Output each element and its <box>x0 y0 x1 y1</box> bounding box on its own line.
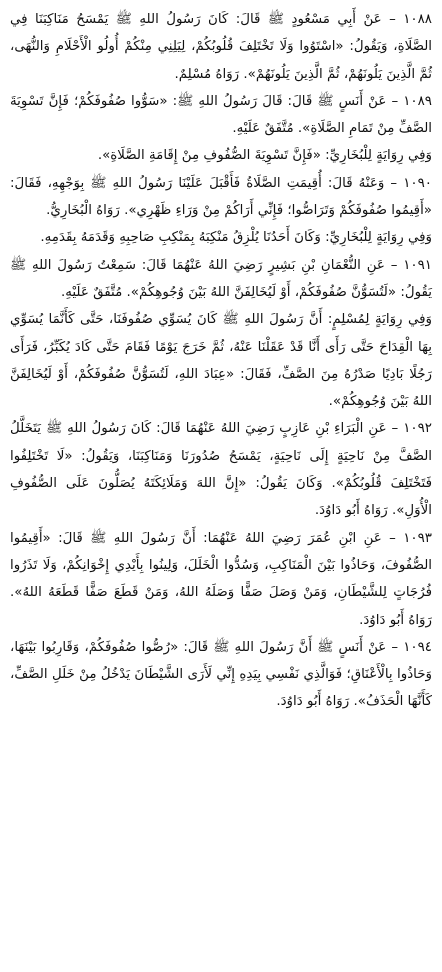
hadith-1089: ١٠٨٩ – عَنْ أَنَسٍ ﷺ قَالَ: قَالَ رَسُولُ اللهِ ﷺ: «سَوُّوا صُفُوفَكُمْ؛ فَإِنَّ تَسْوِيَةَ الصَّفِّ مِنْ تَمَامِ الصَّلَاةِ». مُتَّفَقٌ عَلَيْهِ. <box>10 93 432 137</box>
hadith-1092: ١٠٩٢ – عَنِ الْبَرَاءِ بْنِ عَازِبٍ رَضِيَ اللهُ عَنْهُمَا قَالَ: كَانَ رَسُولُ اللهِ ﷺ يَتَخَلَّلُ الصَّفَّ مِنْ نَاحِيَةٍ إِلَى نَاحِيَةٍ، يَمْسَحُ صُدُورَنَا وَمَنَاكِبَنَا، وَيَقُولُ: «لَا تَخْتَلِفُوا فَتَخْتَلِفَ قُلُوبُكُمْ». وَكَانَ يَقُولُ: «إِنَّ اللهَ وَمَلَائِكَتَهُ يُصَلُّونَ عَلَى الصُّفُوفِ الْأُوَلِ». رَوَاهُ أَبُو دَاوُدَ. <box>10 421 432 519</box>
hadith-1091-muslim-narration: وَفِي رِوَايَةٍ لِمُسْلِمٍ: أَنَّ رَسُولَ اللهِ ﷺ كَانَ يُسَوِّي صُفُوفَنَا، حَتَّى كَأَنَّمَا يُسَوِّي بِهَا الْقِدَاحَ حَتَّى رَأَى أَنَّا قَدْ عَقَلْنَا عَنْهُ، ثُمَّ خَرَجَ يَوْمًا فَقَامَ حَتَّى كَادَ يُكَبِّرُ، فَرَأَى رَجُلًا بَادِيًا صَدْرُهُ مِنَ الصَّفِّ، فَقَالَ: «عِبَادَ اللهِ، لَتُسَوُّنَّ صُفُوفَكُمْ، أَوْ لَيُخَالِفَنَّ اللهُ بَيْنَ وُجُوهِكُمْ». <box>10 312 432 410</box>
hadith-1088: ١٠٨٨ – عَنْ أَبِي مَسْعُودٍ ﷺ قَالَ: كَانَ رَسُولُ اللهِ ﷺ يَمْسَحُ مَنَاكِبَنَا فِي الصَّلَاةِ، وَيَقُولُ: «اسْتَوُوا وَلَا تَخْتَلِفَ قُلُوبُكُمْ، لِيَلِنِي مِنْكُمْ أُولُو الْأَحْلَامِ وَالنُّهَى، ثُمَّ الَّذِينَ يَلُونَهُمْ، ثُمَّ الَّذِينَ يَلُونَهُمْ». رَوَاهُ مُسْلِمٌ. <box>10 12 432 82</box>
hadith-1093: ١٠٩٣ – عَنِ ابْنِ عُمَرَ رَضِيَ اللهُ عَنْهُمَا: أَنَّ رَسُولَ اللهِ ﷺ قَالَ: «أَقِيمُوا الصُّفُوفَ، وَحَاذُوا بَيْنَ الْمَنَاكِبِ، وَسُدُّوا الْخَلَلَ، وَلِينُوا بِأَيْدِي إِخْوَانِكُمْ، وَلَا تَذَرُوا فُرُجَاتٍ لِلشَّيْطَانِ، وَمَنْ وَصَلَ صَفًّا وَصَلَهُ اللهُ، وَمَنْ قَطَعَ صَفًّا قَطَعَهُ اللهُ». رَوَاهُ أَبُو دَاوُدَ. <box>10 530 432 628</box>
hadith-1090-bukhari-narration: وَفِي رِوَايَةٍ لِلْبُخَارِيِّ: وَكَانَ أَحَدُنَا يُلْزِقُ مَنْكِبَهُ بِمَنْكِبِ صَاحِبِهِ وَقَدَمَهُ بِقَدَمِهِ. <box>40 230 432 246</box>
hadith-1090: ١٠٩٠ – وَعَنْهُ قَالَ: أُقِيمَتِ الصَّلَاةُ فَأَقْبَلَ عَلَيْنَا رَسُولُ اللهِ ﷺ بِوَجْهِهِ، فَقَالَ: «أَقِيمُوا صُفُوفَكُمْ وَتَرَاصُّوا؛ فَإِنِّي أَرَاكُمْ مِنْ وَرَاءِ ظَهْرِي». رَوَاهُ الْبُخَارِيُّ. <box>10 175 432 219</box>
hadith-1089-bukhari-narration: وَفِي رِوَايَةٍ لِلْبُخَارِيِّ: «فَإِنَّ تَسْوِيَةَ الصُّفُوفِ مِنْ إِقَامَةِ الصَّلَاةِ». <box>97 148 432 164</box>
hadith-1091: ١٠٩١ – عَنِ النُّعْمَانِ بْنِ بَشِيرٍ رَضِيَ اللهُ عَنْهُمَا قَالَ: سَمِعْتُ رَسُولَ اللهِ ﷺ يَقُولُ: «لَتُسَوُّنَّ صُفُوفَكُمْ، أَوْ لَيُخَالِفَنَّ اللهُ بَيْنَ وُجُوهِكُمْ». مُتَّفَقٌ عَلَيْهِ. <box>10 257 432 300</box>
hadith-1094: ١٠٩٤ – عَنْ أَنَسٍ ﷺ أَنَّ رَسُولَ اللهِ ﷺ قَالَ: «رُصُّوا صُفُوفَكُمْ، وَقَارِبُوا بَيْنَهَا، وَحَاذُوا بِالْأَعْنَاقِ؛ فَوَالَّذِي نَفْسِي بِيَدِهِ إِنِّي لَأَرَى الشَّيْطَانَ يَدْخُلُ مِنْ خَلَلِ الصَّفِّ، كَأَنَّهَا الْحَذَفُ». رَوَاهُ أَبُو دَاوُدَ. <box>10 639 432 710</box>
